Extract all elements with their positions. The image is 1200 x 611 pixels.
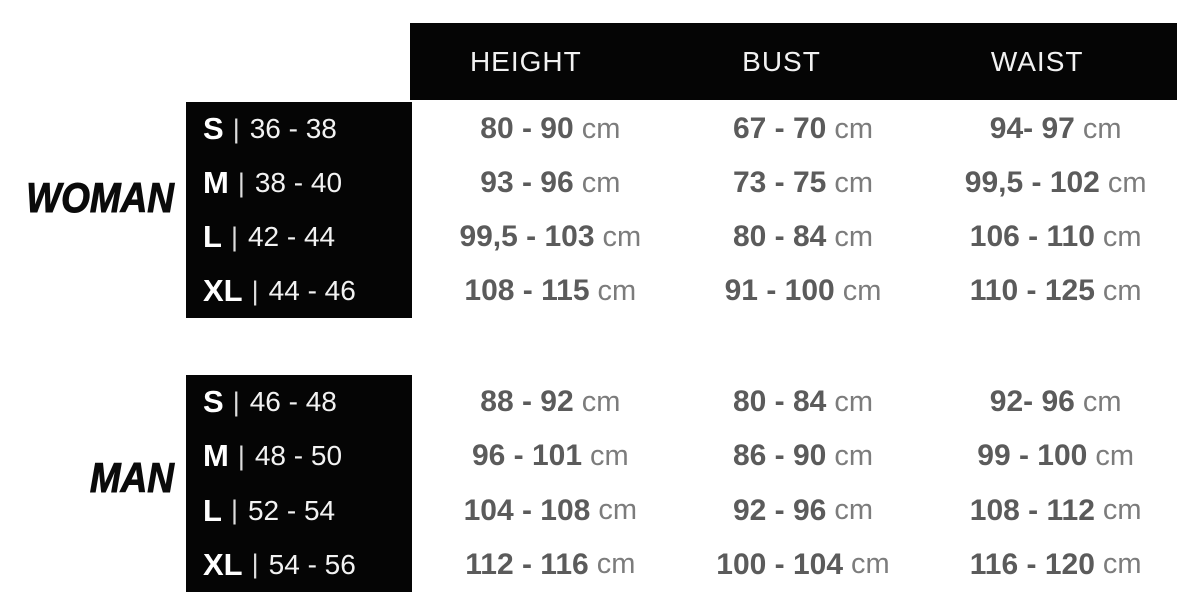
man-s-waist (929, 375, 1182, 429)
measurement-value: 110 - 125 (969, 274, 1095, 307)
measurement-value: 92 - 96 (732, 493, 827, 527)
measurement-unit: cm (581, 166, 621, 199)
measurement-value: 67 - 70 (732, 112, 827, 145)
man-size-row-s (186, 375, 412, 429)
measurement-value: 99,5 - 103 (459, 220, 595, 253)
man-size-row-xl (186, 538, 412, 592)
group-label-woman: WOMAN (26, 174, 175, 221)
measurement-value: 96 - 101 (471, 439, 583, 473)
measurement-unit: cm (1107, 166, 1147, 199)
man-measurements-grid (424, 375, 1182, 592)
measurement-unit: cm (596, 548, 636, 581)
size-range: 42 - 44 (247, 221, 336, 252)
man-xl-bust (677, 538, 930, 592)
measurement-unit: cm (834, 385, 874, 418)
size-letter: XL (203, 546, 243, 582)
man-m-bust (677, 429, 930, 483)
man-size-row-m (186, 429, 412, 483)
man-xl-waist (929, 538, 1182, 592)
woman-xl-height (424, 264, 677, 318)
measurement-value: 106 - 110 (969, 220, 1095, 253)
measurement-unit: cm (581, 112, 621, 145)
man-l-waist (929, 484, 1182, 538)
measurement-unit: cm (1102, 548, 1142, 581)
measurement-unit: cm (1082, 385, 1122, 418)
size-letter: M (203, 165, 229, 200)
size-range: 36 - 38 (249, 113, 337, 144)
woman-size-row-s (186, 102, 412, 156)
woman-s-height (424, 102, 677, 156)
size-separator: | (251, 549, 259, 580)
size-letter: S (203, 384, 224, 420)
size-range: 52 - 54 (247, 494, 336, 526)
measurement-value: 116 - 120 (969, 547, 1095, 581)
column-header-bust: BUST (742, 45, 821, 77)
man-size-row-l (186, 484, 412, 538)
measurement-value: 88 - 92 (480, 385, 574, 419)
measurement-value: 108 - 115 (464, 274, 590, 307)
man-m-height (424, 429, 677, 483)
measurement-unit: cm (598, 494, 638, 527)
size-range: 44 - 46 (268, 275, 356, 306)
woman-measurements-grid (424, 102, 1182, 318)
measurement-value: 100 - 104 (716, 547, 844, 581)
measurement-value: 94- 97 (989, 112, 1075, 145)
woman-s-bust (677, 102, 930, 156)
measurement-unit: cm (834, 439, 874, 472)
measurement-value: 93 - 96 (480, 166, 574, 199)
man-xl-height (424, 538, 677, 592)
measurement-value: 99 - 100 (977, 439, 1088, 473)
measurement-value: 80 - 84 (732, 385, 827, 419)
woman-l-waist (929, 210, 1182, 264)
size-letter: S (203, 111, 224, 146)
measurement-value: 91 - 100 (724, 274, 835, 307)
size-separator: | (230, 221, 238, 252)
column-header-height: HEIGHT (469, 45, 582, 77)
woman-m-waist (929, 156, 1182, 210)
column-header-waist: WAIST (990, 45, 1084, 77)
measurement-value: 86 - 90 (732, 439, 827, 473)
size-range: 48 - 50 (254, 440, 343, 472)
measurement-value: 99,5 - 102 (964, 166, 1100, 199)
size-separator: | (237, 440, 245, 471)
woman-l-height (424, 210, 677, 264)
measurement-unit: cm (1102, 494, 1142, 527)
measurement-unit: cm (834, 494, 874, 527)
measurement-unit: cm (581, 385, 621, 418)
size-separator: | (237, 167, 245, 198)
measurement-unit: cm (834, 220, 874, 253)
measurement-unit: cm (851, 548, 890, 581)
table-header-bar (410, 23, 1177, 100)
size-separator: | (232, 386, 240, 417)
measurement-unit: cm (834, 166, 874, 199)
group-label-man: MAN (89, 454, 174, 501)
measurement-unit: cm (1102, 220, 1142, 253)
size-separator: | (230, 495, 238, 526)
size-range: 54 - 56 (268, 548, 356, 580)
size-letter: XL (203, 273, 243, 308)
size-separator: | (232, 113, 240, 144)
size-letter: L (203, 492, 222, 528)
measurement-value: 73 - 75 (732, 166, 827, 199)
measurement-unit: cm (590, 439, 629, 472)
woman-size-column (186, 102, 412, 318)
measurement-unit: cm (1082, 112, 1122, 145)
size-range: 46 - 48 (249, 386, 337, 418)
measurement-value: 104 - 108 (463, 493, 591, 527)
man-s-bust (677, 375, 930, 429)
size-letter: L (203, 219, 222, 254)
man-size-column (186, 375, 412, 592)
woman-size-row-m (186, 156, 412, 210)
measurement-value: 108 - 112 (969, 493, 1095, 527)
woman-s-waist (929, 102, 1182, 156)
man-m-waist (929, 429, 1182, 483)
measurement-value: 112 - 116 (465, 547, 589, 581)
woman-l-bust (677, 210, 930, 264)
size-range: 38 - 40 (254, 167, 343, 198)
measurement-unit: cm (1102, 274, 1142, 307)
woman-size-row-l (186, 210, 412, 264)
man-l-height (424, 484, 677, 538)
woman-xl-bust (677, 264, 930, 318)
measurement-unit: cm (602, 220, 642, 253)
woman-size-row-xl (186, 264, 412, 318)
measurement-unit: cm (842, 274, 882, 307)
size-letter: M (203, 438, 229, 474)
woman-m-height (424, 156, 677, 210)
woman-m-bust (677, 156, 930, 210)
measurement-unit: cm (834, 112, 874, 145)
man-l-bust (677, 484, 930, 538)
measurement-value: 80 - 90 (480, 112, 574, 145)
measurement-unit: cm (1095, 439, 1135, 472)
size-separator: | (251, 275, 259, 306)
woman-xl-waist (929, 264, 1182, 318)
measurement-unit: cm (597, 274, 637, 307)
measurement-value: 80 - 84 (732, 220, 827, 253)
man-s-height (424, 375, 677, 429)
measurement-value: 92- 96 (989, 385, 1075, 419)
